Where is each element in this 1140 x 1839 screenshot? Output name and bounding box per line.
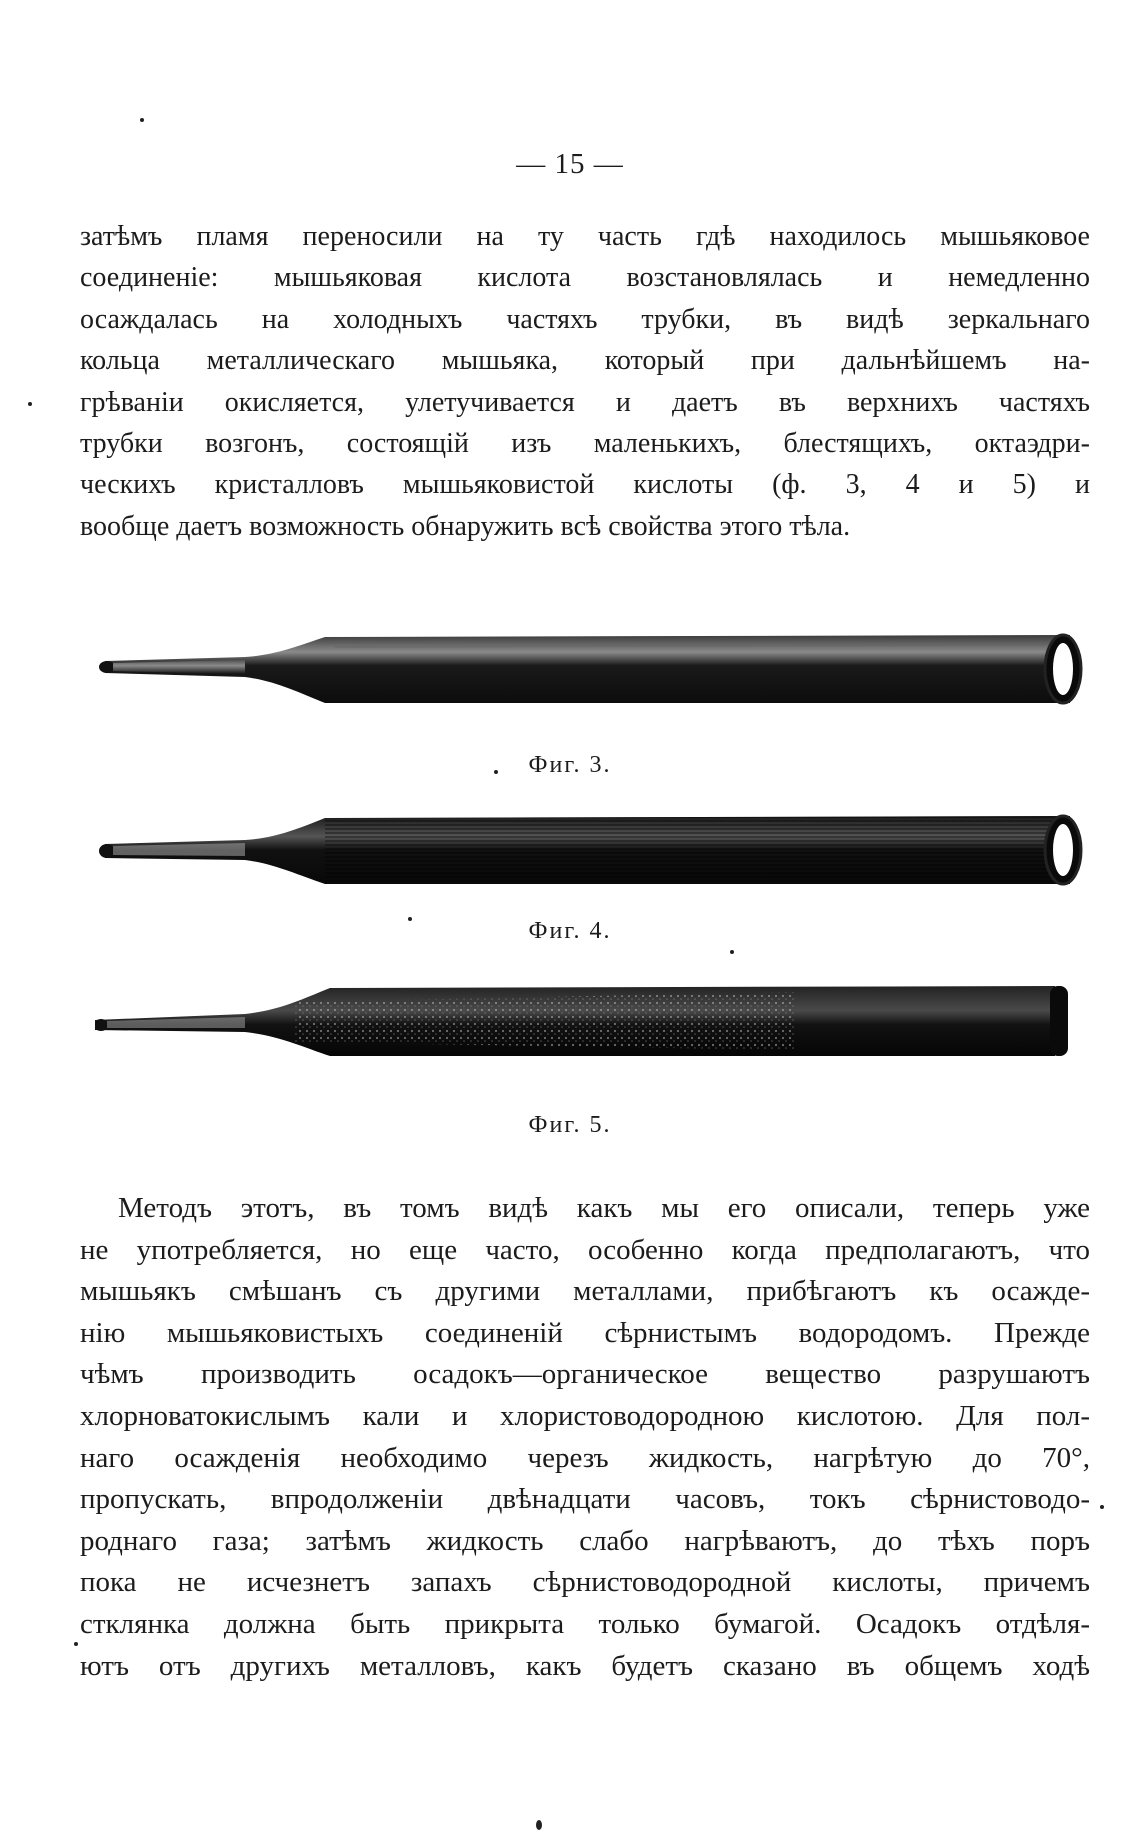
text-line: Методъ этотъ, въ томъ видѣ какъ мы его описали, теперь уже [118, 1192, 1090, 1224]
print-speck [140, 118, 144, 122]
figure-5-caption: Фиг. 5. [528, 1112, 612, 1138]
print-speck [28, 402, 32, 406]
text-line: роднаго газа; затѣмъ жидкость слабо нагрѣваютъ, до тѣхъ поръ [80, 1524, 1090, 1557]
text-line: трубки возгонъ, состоящій изъ маленькихъ, блестящихъ, октаэдри- [80, 428, 1090, 460]
figure-4-caption: Фиг. 4. [528, 918, 612, 944]
figure-3-illustration [95, 627, 1085, 709]
text-line: затѣмъ пламя переносили на ту часть гдѣ находилось мышьяковое [80, 221, 1090, 252]
text-line: ютъ отъ другихъ металловъ, какъ будетъ сказано въ общемъ ходѣ [80, 1649, 1090, 1682]
print-speck [1100, 1505, 1104, 1509]
text-line: пропускать, впродолженіи двѣнадцати часовъ, токъ сѣрнистоводо- [80, 1483, 1090, 1516]
text-line: наго осажденія необходимо черезъ жидкость, нагрѣтую до 70°, [80, 1441, 1090, 1474]
text-line: пока не исчезнетъ запахъ сѣрнистоводородной кислоты, причемъ [80, 1566, 1090, 1599]
page-number: — 15 — [516, 148, 624, 180]
text-line: осаждалась на холодныхъ частяхъ трубки, въ видѣ зеркальнаго [80, 303, 1090, 335]
figure-4-illustration [95, 808, 1085, 890]
print-speck [408, 917, 412, 921]
text-line: соединеніе: мышьяковая кислота возстановлялась и немедленно [80, 262, 1090, 294]
print-speck [74, 1642, 78, 1646]
text-line: хлорноватокислымъ кали и хлористоводородною кислотою. Для пол- [80, 1399, 1090, 1432]
text-line: ческихъ кристалловъ мышьяковистой кислоты (ф. 3, 4 и 5) и [80, 469, 1090, 501]
text-line: чѣмъ производить осадокъ—органическое вещество разрушаютъ [80, 1358, 1090, 1391]
figure-3-caption: Фиг. 3. [528, 752, 612, 778]
print-speck [536, 1820, 542, 1830]
text-line: кольца металлическаго мышьяка, который при дальнѣйшемъ на- [80, 345, 1090, 377]
print-speck [730, 950, 734, 954]
text-line: мышьякъ смѣшанъ съ другими металлами, прибѣгаютъ къ осажде- [80, 1275, 1090, 1308]
paragraph-2 [80, 1188, 1090, 1687]
text-line: грѣваніи окисляется, улетучивается и даетъ въ верхнихъ частяхъ [80, 386, 1090, 418]
text-line: вообще даетъ возможность обнаружить всѣ свойства этого тѣла. [80, 510, 851, 542]
paragraph-1 [80, 216, 1090, 547]
text-line: стклянка должна быть прикрыта только бумагой. Осадокъ отдѣля- [80, 1607, 1090, 1640]
text-line: не употребляется, но еще часто, особенно когда предполагаютъ, что [80, 1233, 1090, 1266]
print-speck [494, 770, 498, 774]
text-line: нію мышьяковистыхъ соединеній сѣрнистымъ водородомъ. Прежде [80, 1316, 1090, 1349]
figure-5-illustration [95, 980, 1085, 1062]
